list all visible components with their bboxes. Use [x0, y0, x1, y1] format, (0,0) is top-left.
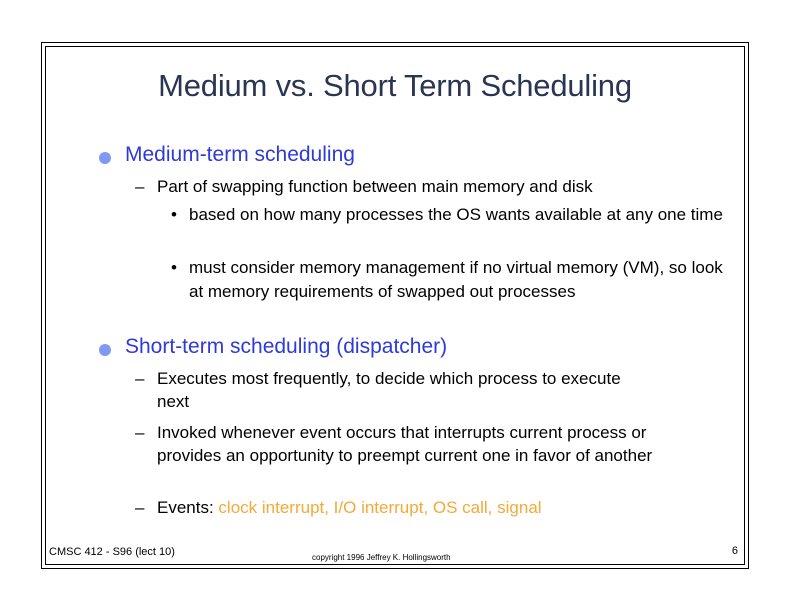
list-item: Executes most frequently, to decide which process to execute next [157, 369, 621, 411]
dash-bullet-icon: – [135, 498, 145, 517]
list-item: Part of swapping function between main memory and disk [157, 177, 593, 196]
dot-bullet-icon: • [171, 205, 177, 224]
events-highlight: clock interrupt, I/O interrupt, OS call, signal [218, 498, 542, 517]
dot-bullet-icon: • [171, 258, 177, 277]
slide-inner-border [45, 46, 745, 565]
events-label: Events: [157, 498, 219, 517]
dash-bullet-icon: – [135, 177, 145, 196]
section-heading-short-term: Short-term scheduling (dispatcher) [125, 335, 448, 358]
sub-list-item: based on how many processes the OS wants available at any one time [189, 205, 723, 224]
section-bullet-icon [99, 152, 111, 164]
slide-title: Medium vs. Short Term Scheduling [158, 68, 632, 103]
list-item: Invoked whenever event occurs that interrupts current process or provides an opportunity to preempt current one in favor of another [157, 423, 653, 465]
page-number: 6 [731, 545, 738, 557]
list-item-events [157, 496, 717, 519]
section-bullet-icon [99, 344, 111, 356]
dash-bullet-icon: – [135, 369, 145, 388]
footer-course: CMSC 412 - S96 (lect 10) [49, 546, 175, 558]
dash-bullet-icon: – [135, 423, 145, 442]
sub-list-item: must consider memory management if no virtual memory (VM), so look at memory requirements of swapped out processes [189, 258, 723, 301]
section-heading-medium-term: Medium-term scheduling [125, 143, 355, 166]
footer-copyright: copyright 1996 Jeffrey K. Hollingsworth [312, 553, 451, 562]
